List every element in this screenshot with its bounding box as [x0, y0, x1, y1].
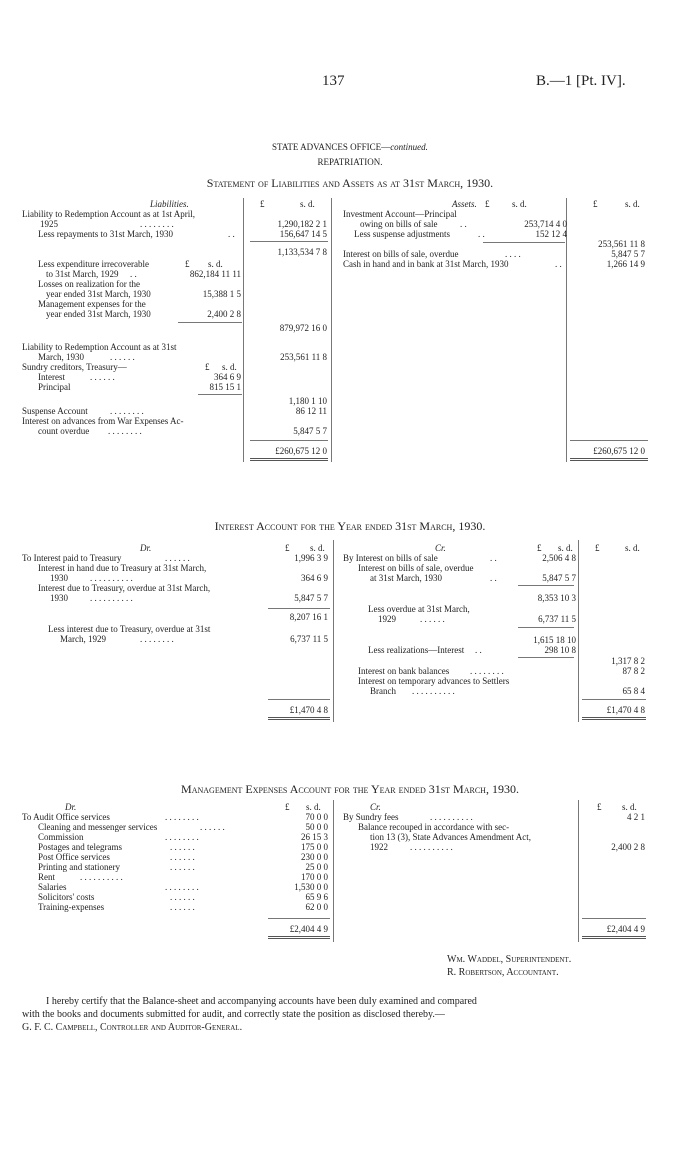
amount: 86 12 11 — [295, 406, 327, 416]
expense-row: Rent — [38, 872, 55, 882]
expense-row: Training-expenses — [38, 902, 105, 912]
amount: 170 0 0 — [301, 872, 328, 882]
page-reference: B.—1 [Pt. IV]. — [536, 73, 626, 89]
statement-title: Statement of Liabilities and Assets as at 31st March, 1930. — [206, 176, 494, 190]
amount: 815 15 1 — [209, 382, 241, 392]
amount: 253,561 11 8 — [598, 239, 645, 249]
amount: 8,353 10 3 — [537, 593, 576, 603]
amount: 298 10 8 — [544, 645, 576, 655]
amount: 4 2 1 — [627, 812, 645, 822]
amount: 15,388 1 5 — [202, 289, 241, 299]
amount: 2,400 2 8 — [611, 842, 645, 852]
liabilities-heading: Liabilities. — [150, 199, 189, 209]
amount: 152 12 4 — [535, 229, 567, 239]
expense-row: Salaries — [38, 882, 67, 892]
amount: 25 0 0 — [305, 862, 328, 872]
amount: 1,266 14 9 — [606, 259, 645, 269]
amount: 175 0 0 — [301, 842, 328, 852]
amount: 8,207 16 1 — [289, 612, 328, 622]
interest-account-title: Interest Account for the Year ended 31st March, 1930. — [214, 519, 486, 533]
assets-heading: Assets. — [452, 199, 477, 209]
amount: 2,400 2 8 — [207, 309, 241, 319]
expense-row: Cleaning and messenger services — [38, 822, 158, 832]
liabilities-total: £260,675 12 0 — [275, 446, 327, 456]
management-expenses-title: Management Expenses Account for the Year ended 31st March, 1930. — [181, 782, 519, 796]
credit-total: £1,470 4 8 — [606, 705, 645, 715]
expense-row: Solicitors' costs — [38, 892, 95, 902]
amount: 5,847 5 7 — [542, 573, 576, 583]
certificate-line: with the books and documents submitted for audit, and correctly state the position as disclosed thereby.— — [22, 1009, 445, 1020]
amount: 230 0 0 — [301, 852, 328, 862]
amount: 364 6 9 — [301, 573, 328, 583]
debit-total: £2,404 4 9 — [289, 924, 328, 934]
amount: 70 0 0 — [305, 812, 328, 822]
superintendent-signature: Wm. Waddel, Superintendent. — [447, 954, 572, 965]
page-number: 137 — [322, 73, 345, 89]
amount: 65 9 6 — [305, 892, 328, 902]
amount: 1,615 18 10 — [533, 635, 576, 645]
amount: 1,530 0 0 — [294, 882, 328, 892]
amount: 62 0 0 — [305, 902, 328, 912]
amount: 5,847 5 7 — [293, 426, 327, 436]
amount: 50 0 0 — [305, 822, 328, 832]
amount: 879,972 16 0 — [279, 323, 327, 333]
expense-row: Commission — [38, 832, 84, 842]
expense-row: Postages and telegrams — [38, 842, 122, 852]
amount: 2,506 4 8 — [542, 553, 576, 563]
expense-row: Post Office services — [38, 852, 110, 862]
amount: 26 15 3 — [301, 832, 328, 842]
amount: 1,180 1 10 — [288, 396, 327, 406]
amount: 364 6 9 — [214, 372, 241, 382]
amount: 156,647 14 5 — [279, 229, 327, 239]
amount: 1,290,182 2 1 — [277, 219, 327, 229]
amount: 253,561 11 8 — [280, 352, 327, 362]
amount: 253,714 4 0 — [524, 219, 567, 229]
amount: 1,996 3 9 — [294, 553, 328, 563]
amount: 5,847 5 7 — [294, 593, 328, 603]
amount: 5,847 5 7 — [611, 249, 645, 259]
credit-total: £2,404 4 9 — [606, 924, 645, 934]
repatriation-heading: REPATRIATION. — [317, 157, 383, 167]
assets-total: £260,675 12 0 — [593, 446, 645, 456]
expense-row: Printing and stationery — [38, 862, 120, 872]
amount: 6,737 11 5 — [538, 614, 576, 624]
certificate-line: I hereby certify that the Balance-sheet and accompanying accounts have been duly examined and compared — [46, 996, 477, 1007]
accountant-signature: R. Robertson, Accountant. — [447, 967, 559, 978]
debit-total: £1,470 4 8 — [289, 705, 328, 715]
amount: 87 8 2 — [622, 666, 645, 676]
office-heading: STATE ADVANCES OFFICE—continued. — [272, 142, 428, 152]
amount: 862,184 11 11 — [189, 269, 241, 279]
amount: 65 8 4 — [622, 686, 645, 696]
amount: 6,737 11 5 — [290, 634, 328, 644]
amount: 1,317 8 2 — [611, 656, 645, 666]
expense-row: To Audit Office services — [22, 812, 110, 822]
auditor-signature: G. F. C. Campbell, Controller and Auditor-General. — [22, 1022, 243, 1033]
amount: 1,133,534 7 8 — [277, 247, 327, 257]
